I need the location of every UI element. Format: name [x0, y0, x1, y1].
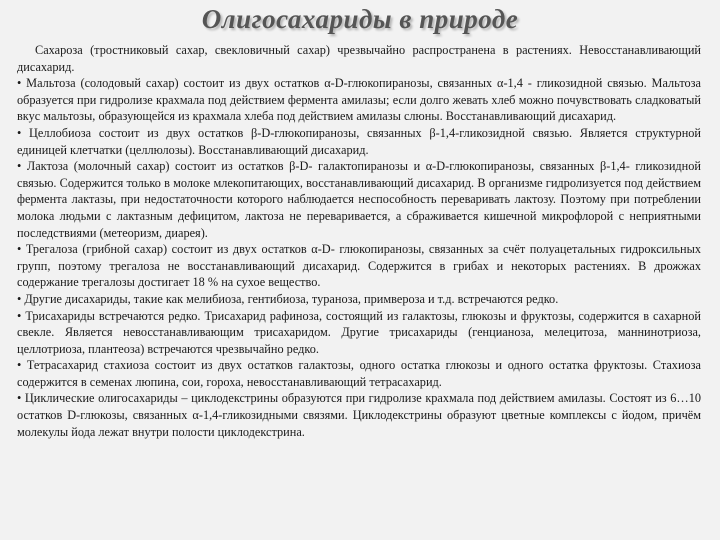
paragraph-tetrasaccharide: • Тетрасахарид стахиоза состоит из двух остатков галактозы, одного остатка глюкозы и одного остатка фруктозы. Стахиоза содержится в семенах люпина, сои, гороха, невосстанавливающий тетрасахарид.	[17, 358, 701, 389]
slide-title: Олигосахариды в природе	[201, 4, 519, 34]
paragraph-lactose: • Лактоза (молочный сахар) состоит из остатков β-D- галактопиранозы и α-D-глюкопиранозы, связанных β-1,4- гликозидной связью. Содержится только в молоке млекопитающих, восстанавливающий дисахарид. В организме гидролизуется под действием фермента лактазы, при недостаточности которого наблюдается неспособность переваривать лактозу. Поэтому при потреблении молока людьми с лактазным дефицитом, лактоза не переваривается, а сбраживается кишечной микрофлорой с неприятными последствиями (метеоризм, диарея).	[17, 159, 701, 240]
paragraph-sucrose: Сахароза (тростниковый сахар, свекловичный сахар) чрезвычайно распространена в растениях. Невосстанавливающий дисахарид.	[17, 43, 701, 74]
paragraph-trehalose: • Трегалоза (грибной сахар) состоит из двух остатков α-D- глюкопиранозы, связанных за счёт полуацетальных гидроксильных групп, поэтому трегалоза не восстанавливающий дисахарид. Содержится в грибах и некоторых растениях. В дрожжах содержание трегалозы достигает 18 % на сухое вещество.	[17, 242, 701, 290]
body-text	[17, 42, 701, 440]
paragraph-cyclodextrins: • Циклические олигосахариды – циклодекстрины образуются при гидролизе крахмала под действием амилазы. Состоят из 6…10 остатков D-глюкозы, связанных α-1,4-гликозидными связями. Циклодекстрины образуют цветные комплексы с йодом, причём молекулы йода лежат внутри полости циклодекстрина.	[17, 391, 701, 439]
paragraph-trisaccharides: • Трисахариды встречаются редко. Трисахарид рафиноза, состоящий из галактозы, глюкозы и фруктозы, содержится в сахарной свекле. Является невосстанавливающим трисахаридом. Другие трисахариды (генцианоза, мелецитоза, маннинотриоза, целлотриоза, плантеоза) встречаются чрезвычайно редко.	[17, 308, 701, 356]
paragraph-cellobiose: • Целлобиоза состоит из двух остатков β-D-глюкопиранозы, связанных β-1,4-гликозидной связью. Является структурной единицей клетчатки (целлюлозы). Восстанавливающий дисахарид.	[17, 125, 701, 157]
paragraph-maltose: • Мальтоза (солодовый сахар) состоит из двух остатков α-D-глюкопиранозы, связанных α-1,4 - гликозидной связью. Мальтоза образуется при гидролизе крахмала под действием фермента амилазы; если долго жевать хлеб можно почувствовать сладковатый вкус мальтозы, образующейся из крахмала хлеба под действием амилазы слюны. Восстанавливающий дисахарид.	[17, 76, 701, 124]
paragraph-other-disaccharides: • Другие дисахариды, такие как мелибиоза, гентибиоза, тураноза, примвероза и т.д. встречаются редко.	[17, 291, 559, 306]
